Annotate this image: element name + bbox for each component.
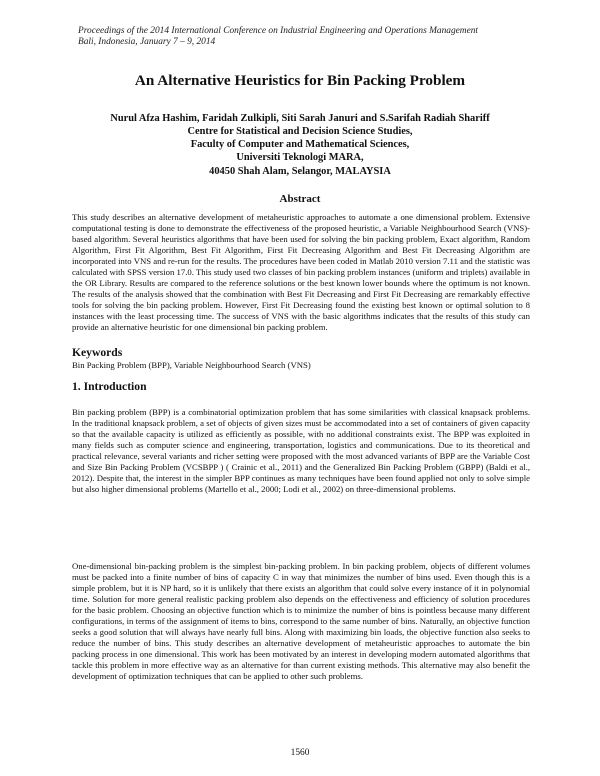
running-header-line-2: Bali, Indonesia, January 7 – 9, 2014 bbox=[78, 37, 216, 47]
keywords-text: Bin Packing Problem (BPP), Variable Neighbourhood Search (VNS) bbox=[72, 360, 311, 370]
introduction-paragraph-2: One-dimensional bin-packing problem is the simplest bin-packing problem. In bin packing problem, objects of different volumes must be packed into a finite number of bins of capacity C in way that minimizes the number of bins used. Even though this is a simple problem, but it is NP hard, so it is unlikely that there exists an algorithm that could solve every instance of it in polynomial time. Solution for more general realistic packing problem also depends on the effectiveness and efficiency of solution procedures for the basic problem. Choosing an objective function which is to minimize the number of bins is pointless because many different configurations, in terms of the assignment of items to bins, correspond to the same number of bins. Naturally, an objective function seeks a good solution that will always have nearly full bins. Along with maximizing bin loads, the objective function also seeks to reduce the number of bins. This study describes an alternative development of metaheuristic approaches to automate the bin packing process in one dimensional. This work has been motivated by an interest in developing modern automated algorithms that tackle this problem in more effective way as an alternative for than current existing methods. This alternative may also benefit the development of optimization techniques that can be applied to other such problems. bbox=[72, 561, 530, 682]
authors: Nurul Afza Hashim, Faridah Zulkipli, Siti Sarah Januri and S.Sarifah Radiah Shariff bbox=[110, 113, 490, 124]
affiliation-line: Centre for Statistical and Decision Science Studies, bbox=[187, 126, 413, 137]
running-header-line-1: Proceedings of the 2014 International Conference on Industrial Engineering and Operations Management bbox=[78, 26, 479, 36]
abstract-text: This study describes an alternative development of metaheuristic approaches to automate a one dimensional problem. Extensive computational testing is done to demonstrate the effectiveness of the proposed heuristic, a Variable Neighbourhood Search (VNS)-based algorithm. Several heuristics algorithms that have been used for solving the bin packing problem, Exact algorithm, Random Algorithm, First Fit Algorithm, Best Fit Algorithm, First Fit Decreasing Algorithm and Best Fit Decreasing Algorithm are incorporated into VNS and re-run for the results. The procedures have been coded in Matlab 2010 version 7.11 and the statistic was calculated with SPSS version 17.0. This study used two classes of bin packing problem instances (uniform and triplets) available in the OR Library. Results are compared to the reference solutions or the best known lower bounds where the optimum is not known. The results of the analysis showed that the combination with Best Fit Decreasing and First Fit Decreasing are remarkably effective tools for solving the bin packing problem. However, First Fit Decreasing found the existing best known or optimal solution to 8 instances with the least processing time. The success of VNS with the basic algorithms indicates that the results of this study can provide an alternative heuristic for one dimensional bin packing problem. bbox=[72, 212, 530, 333]
page-number: 1560 bbox=[290, 748, 310, 758]
abstract-heading: Abstract bbox=[279, 193, 321, 205]
affiliation-line: 40450 Shah Alam, Selangor, MALAYSIA bbox=[209, 165, 391, 177]
running-header bbox=[78, 26, 538, 48]
affiliation-line: Universiti Teknologi MARA, bbox=[236, 152, 364, 164]
keywords-heading: Keywords bbox=[72, 346, 123, 359]
paper-title: An Alternative Heuristics for Bin Packing Problem bbox=[134, 72, 466, 89]
introduction-heading: 1. Introduction bbox=[72, 380, 147, 393]
affiliation bbox=[0, 125, 600, 178]
introduction-paragraph-1: Bin packing problem (BPP) is a combinatorial optimization problem that has some similarities with classical knapsack problems. In the traditional knapsack problem, a set of objects of given sizes must be accommodated into a set of containers of given capacity so that the available capacity is utilized as efficiently as possible, with no additional constraints exist. The BPP was exploited in many fields such as computer science and engineering, transportation, logistics and communications. Due to its theoretical and practical relevance, several variants and richer setting were proposed with the most advanced variants of BPP are the Variable Cost and Size Bin Packing Problem (VCSBPP ) ( Crainic et al., 2011) and the Generalized Bin Packing Problem (GBPP) (Baldi et al., 2012). Despite that, the interest in the simpler BPP continues as many techniques have been found applied not only to solve simple but also higher dimensional problems (Martello et al., 2000; Lodi et al., 2002) on three-dimensional problems. bbox=[72, 407, 530, 495]
affiliation-line: Faculty of Computer and Mathematical Sciences, bbox=[190, 139, 410, 151]
